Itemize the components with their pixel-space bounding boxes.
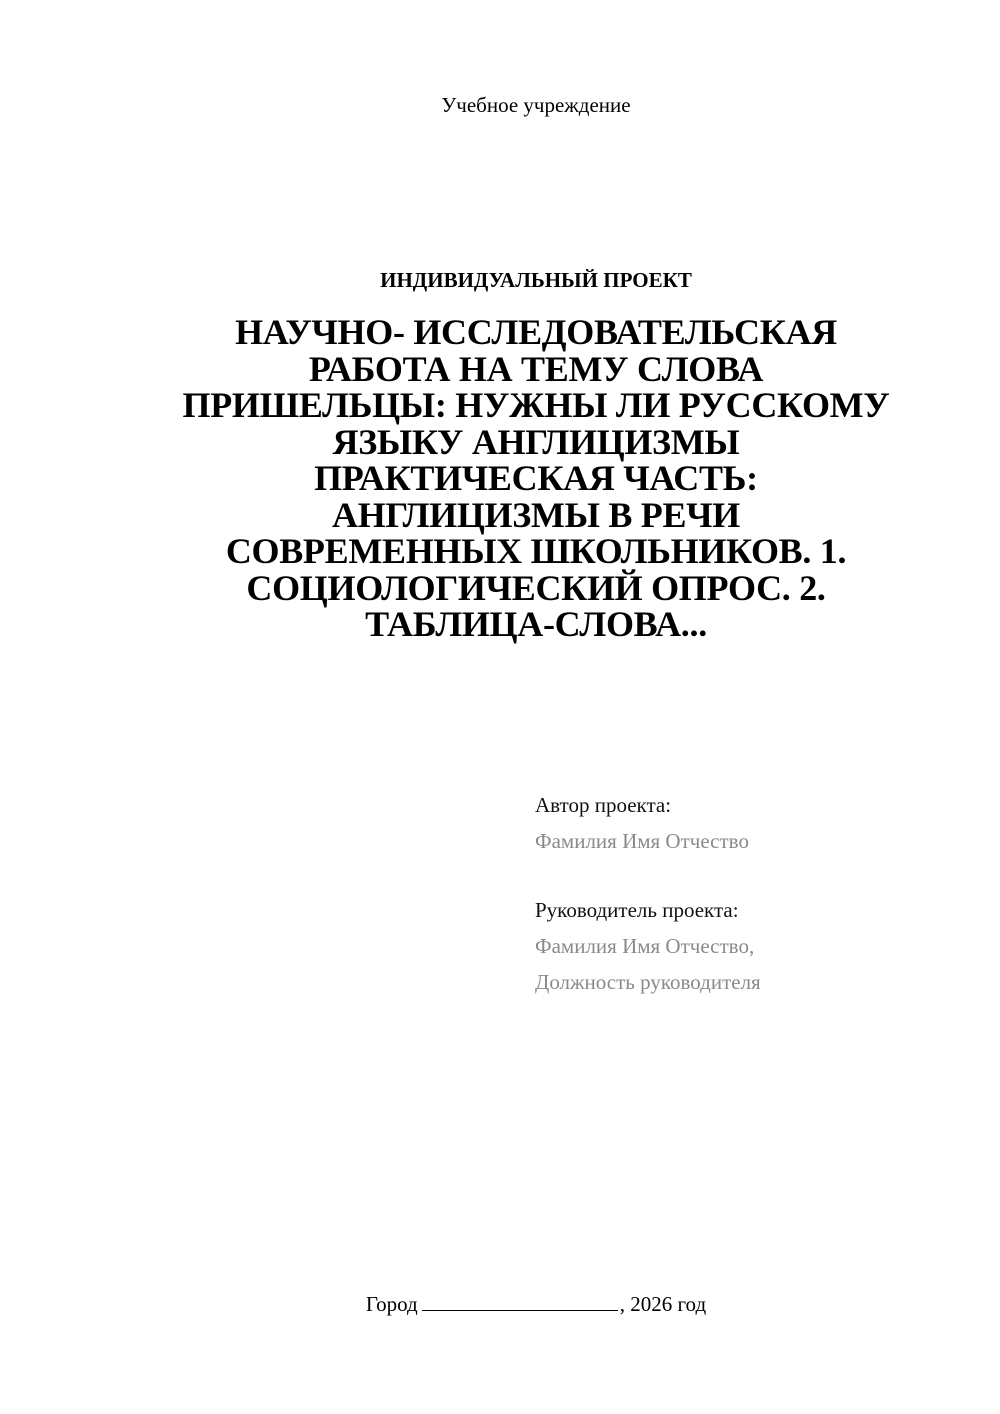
- title-line: ЯЗЫКУ АНГЛИЦИЗМЫ: [332, 421, 740, 462]
- title-line: РАБОТА НА ТЕМУ СЛОВА: [308, 348, 764, 389]
- author-label: Автор проекта:: [535, 793, 672, 817]
- supervisor-block: [535, 892, 761, 1000]
- author-name: Фамилия Имя Отчество: [535, 829, 749, 853]
- title-line: АНГЛИЦИЗМЫ В РЕЧИ: [332, 494, 740, 535]
- title-line: СОЦИОЛОГИЧЕСКИЙ ОПРОС. 2.: [246, 567, 826, 608]
- footer-city-year: [0, 1290, 1000, 1318]
- title-line: ТАБЛИЦА-СЛОВА...: [365, 604, 707, 644]
- title-line: ПРИШЕЛЬЦЫ: НУЖНЫ ЛИ РУССКОМУ: [182, 385, 890, 425]
- title-line: НАУЧНО- ИССЛЕДОВАТЕЛЬСКАЯ: [235, 312, 837, 352]
- project-title: [130, 314, 942, 643]
- author-block: [535, 787, 749, 859]
- supervisor-label: Руководитель проекта:: [535, 898, 739, 922]
- year-text: , 2026 год: [619, 1292, 707, 1316]
- title-line: ПРАКТИЧЕСКАЯ ЧАСТЬ:: [314, 458, 758, 498]
- city-label: Город: [365, 1292, 418, 1316]
- title-line: СОВРЕМЕННЫХ ШКОЛЬНИКОВ. 1.: [225, 531, 847, 571]
- institution-name: Учебное учреждение: [441, 93, 631, 117]
- supervisor-position: Должность руководителя: [535, 970, 761, 994]
- supervisor-name: Фамилия Имя Отчество,: [535, 934, 755, 958]
- city-blank-line: [422, 1290, 618, 1311]
- project-type-heading: ИНДИВИДУАЛЬНЫЙ ПРОЕКТ: [380, 268, 692, 292]
